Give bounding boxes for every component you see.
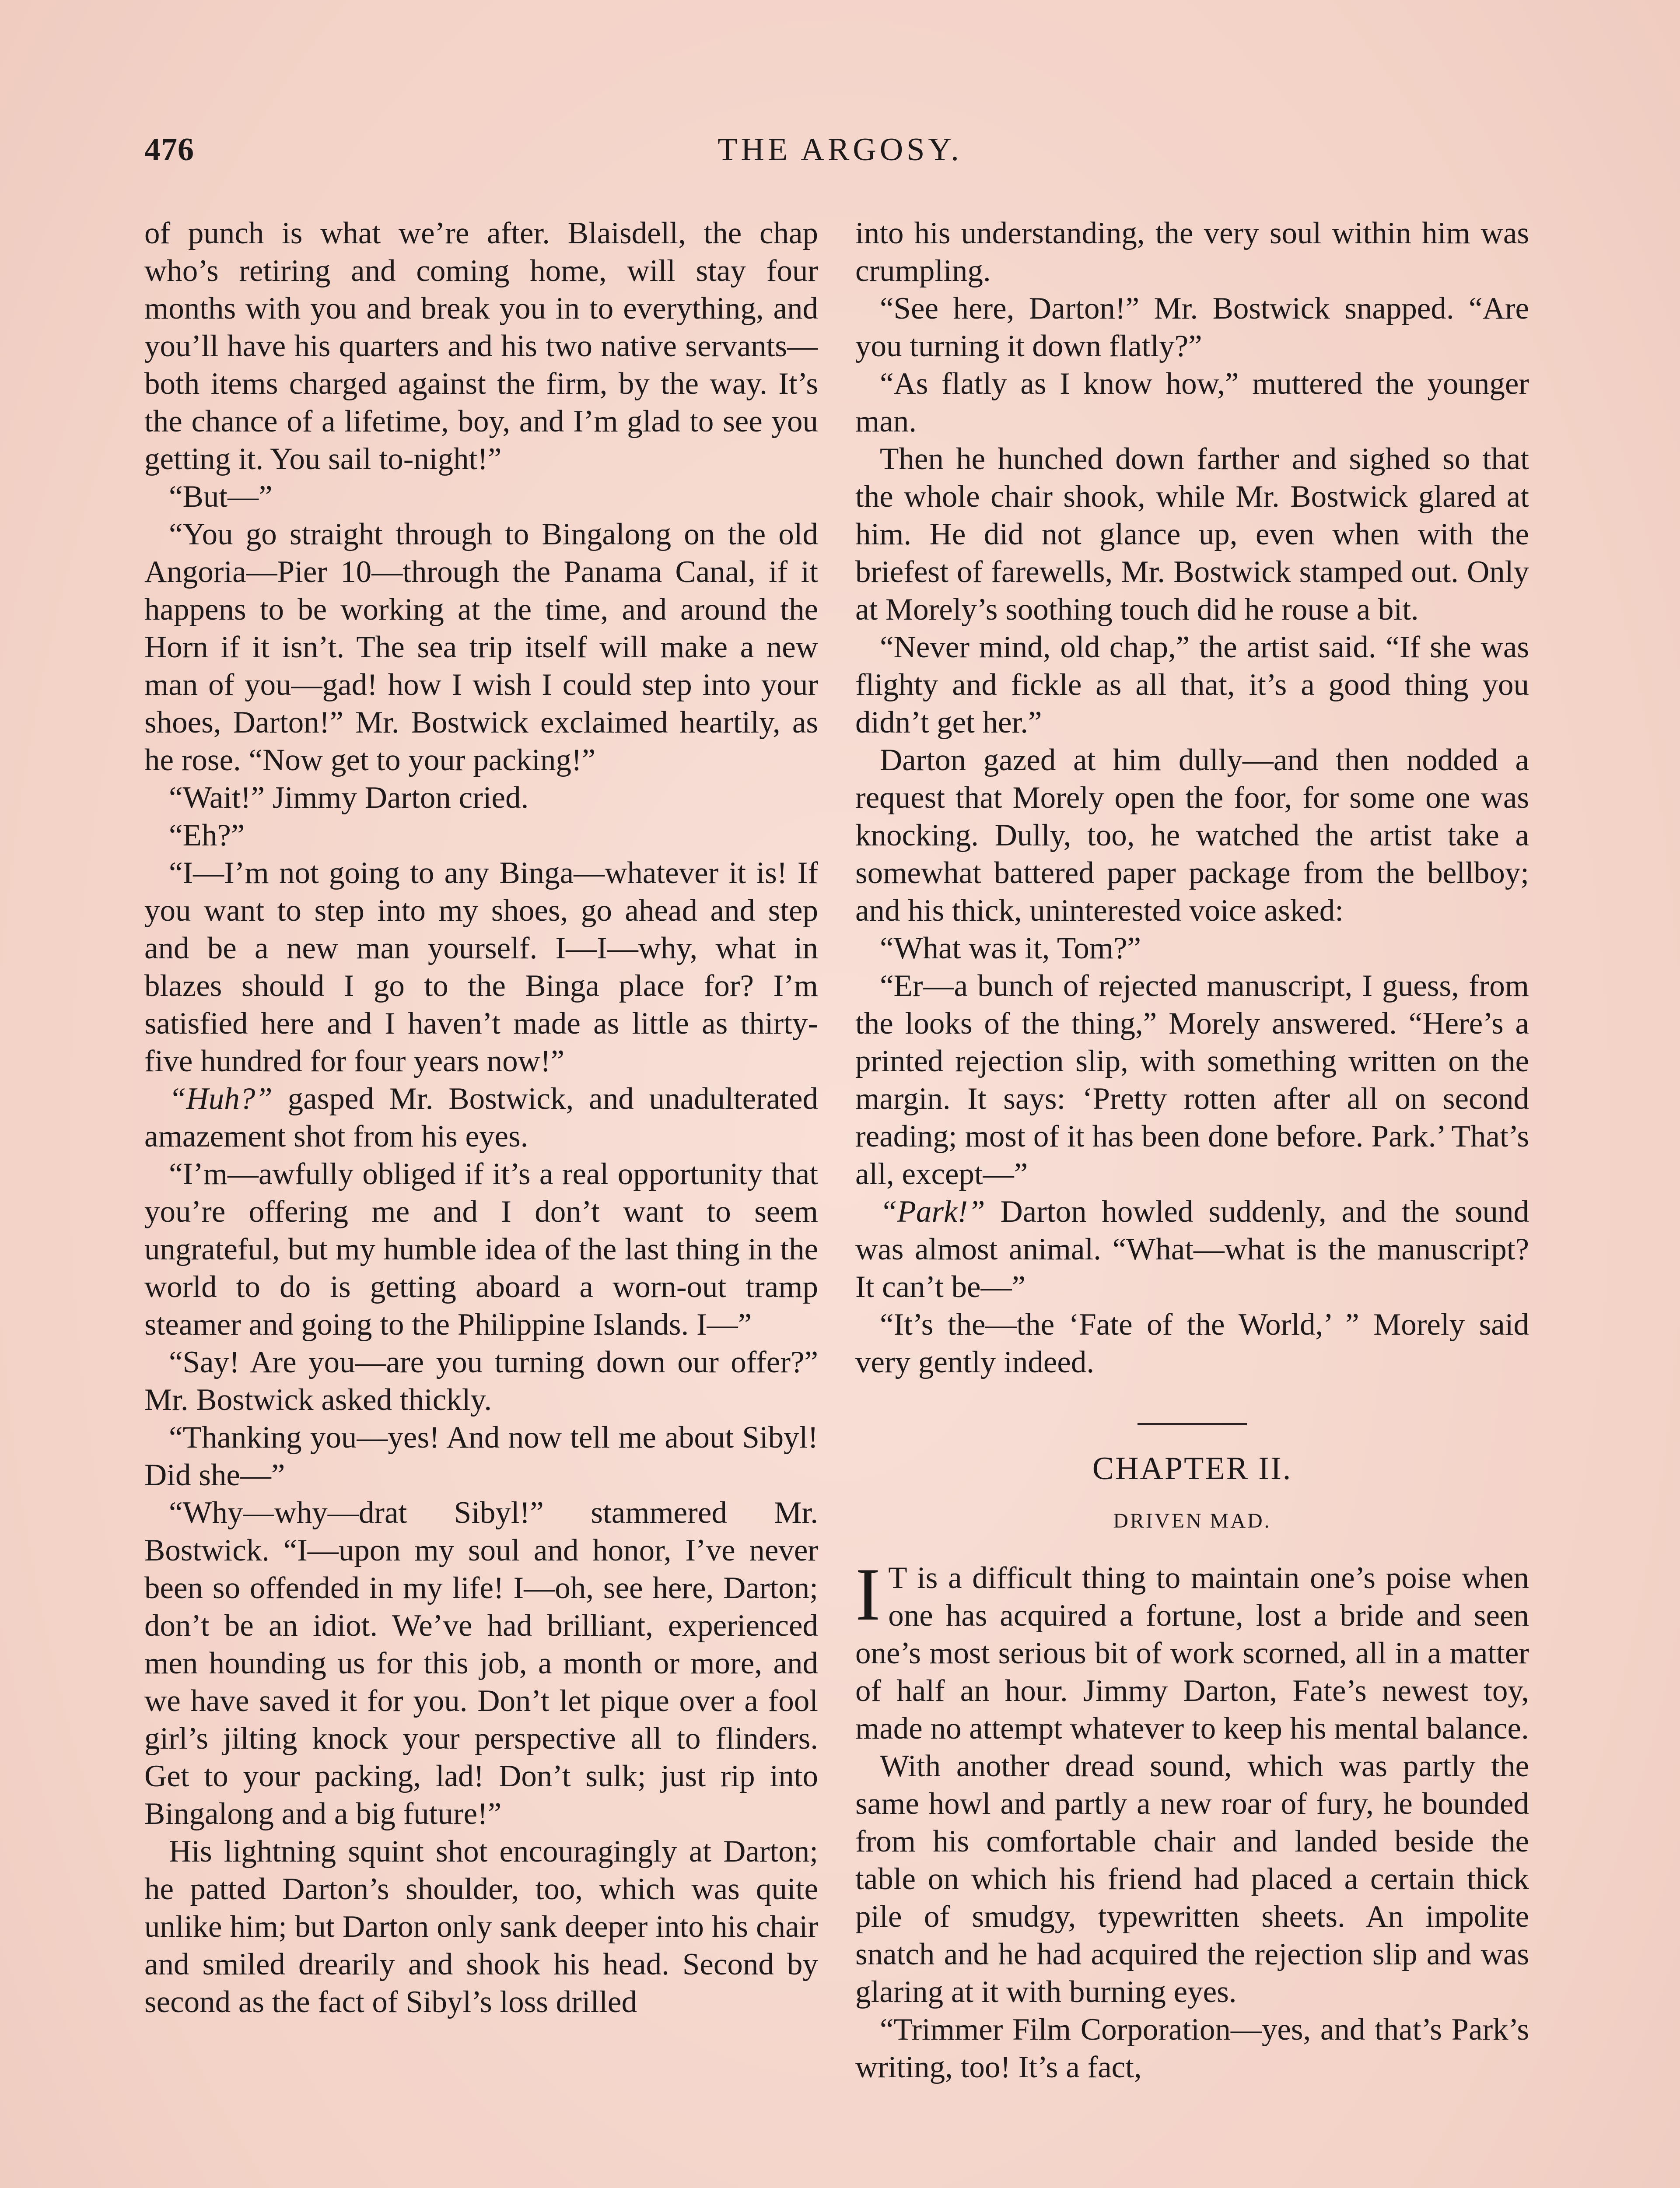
italic-exclamation: “Huh?” [169,1082,273,1116]
paragraph: “I—I’m not going to any Binga—whatever it is! If you want to step into my shoes, go ahead and step and be a new man yourself. I—I—why, what in blazes should I go to the Binga place for? I’m satisfied here and I haven’t made as little as thirty-five hundred for four years now!” [144,856,818,1078]
paragraph: “Thanking you—yes! And now tell me about Sibyl! Did she—” [144,1420,818,1492]
paragraph-text: T is a difficult thing to maintain one’s poise when one has acquired a fortune, lost a bride and seen one’s most serious bit of work scorned, all in a matter of half an hour. Jimmy Darton, Fate’s newest toy, made no attempt whatever to keep his mental balance. [855,1561,1529,1746]
paragraph: “Why—why—drat Sibyl!” stammered Mr. Bostwick. “I—upon my soul and honor, I’ve never been so offended in my life! I—oh, see here, Darton; don’t be an idiot. We’ve had brilliant, experienced men hounding us for this job, a month or more, and we have saved it for you. Don’t let pique over a fool girl’s jilting knock your perspective all to flinders. Get to your packing, lad! Don’t sulk; just rip into Bingalong and a big future!” [144,1496,818,1831]
paragraph: “See here, Darton!” Mr. Bostwick snapped. “Are you turning it down flatly?” [855,291,1529,363]
running-title: THE ARGOSY. [718,132,962,168]
paragraph: into his understanding, the very soul within him was crumpling. [855,216,1529,288]
right-column [855,214,1529,2188]
paragraph [855,1193,1529,1306]
paragraph: “Er—a bunch of rejected manuscript, I guess, from the looks of the thing,” Morely answered. “Here’s a printed rejection slip, with something written on the margin. It says: ‘Pretty rotten after all on second reading; most of it has been done before. Park.’ That’s all, except—” [855,969,1529,1191]
chapter-divider [1138,1423,1247,1425]
paragraph: “Never mind, old chap,” the artist said. “If she was flighty and fickle as all that, it’s a good thing you didn’t get her.” [855,630,1529,740]
paragraph-text: Darton howled suddenly, and the sound was almost animal. “What—what is the manuscript? It can’t be—” [855,1195,1529,1304]
drop-cap: I [855,1553,881,1636]
paragraph: “Eh?” [169,818,245,852]
left-column [144,214,818,2188]
paragraph: “I’m—awfully obliged if it’s a real opportunity that you’re offering me and I don’t want to seem ungrateful, but my humble idea of the last thing in the world to do is getting aboard a worn-out tramp steamer and going to the Philippine Islands. I—” [144,1157,818,1342]
paragraph: “What was it, Tom?” [880,931,1141,965]
paragraph [144,1080,818,1155]
paragraph: of punch is what we’re after. Blaisdell, the chap who’s retiring and coming home, will stay four months with you and break you in to everything, and you’ll have his quarters and his two native servants—both items charged against the firm, by the way. It’s the chance of a lifetime, boy, and I’m glad to see you getting it. You sail to-night!” [144,216,818,476]
paragraph: His lightning squint shot encouragingly at Darton; he patted Darton’s shoulder, too, which was quite unlike him; but Darton only sank deeper into his chair and smiled drearily and shook his head. Second by second as the fact of Sibyl’s loss drilled [144,1834,818,2019]
chapter-subtitle: DRIVEN MAD. [1113,1509,1271,1532]
paragraph-text: gasped Mr. Bostwick, and unadulterated amazement shot from his eyes. [144,1082,818,1154]
paragraph: With another dread sound, which was partly the same howl and partly a new roar of fury, he bounded from his comfortable chair and landed beside the table on which his friend had placed a certain thick pile of smudgy, typewritten sheets. An impolite snatch and he had acquired the rejection slip and was glaring at it with burning eyes. [855,1749,1529,2009]
paragraph: “But—” [169,480,273,514]
paragraph: “Trimmer Film Corporation—yes, and that’s Park’s writing, too! It’s a fact, [855,2013,1529,2084]
paragraph: “As flatly as I know how,” muttered the younger man. [855,367,1529,438]
paragraph: Darton gazed at him dully—and then nodded a request that Morely open the foor, for some one was knocking. Dully, too, he watched the artist take a somewhat battered paper package from the bellboy; and his thick, uninterested voice asked: [855,743,1529,928]
paragraph: “Say! Are you—are you turning down our offer?” Mr. Bostwick asked thickly. [144,1345,818,1417]
chapter-title: CHAPTER II. [1092,1451,1292,1487]
italic-exclamation: “Park!” [880,1195,985,1229]
chapter-opening [855,1553,1529,1747]
paragraph: “You go straight through to Bingalong on the old Angoria—Pier 10—through the Panama Canal, if it happens to be working at the time, and around the Horn if it isn’t. The sea trip itself will make a new man of you—gad! how I wish I could step into your shoes, Darton!” Mr. Bostwick exclaimed heartily, as he rose. “Now get to your packing!” [144,517,818,777]
paragraph [855,1553,1529,1747]
page-header [144,131,1536,184]
paragraph: “It’s the—the ‘Fate of the World,’ ” Morely said very gently indeed. [855,1308,1529,1379]
page-number: 476 [144,132,194,168]
paragraph: Then he hunched down farther and sighed so that the whole chair shook, while Mr. Bostwick glared at him. He did not glance up, even when with the briefest of farewells, Mr. Bostwick stamped out. Only at Morely’s soothing touch did he rouse a bit. [855,442,1529,627]
paragraph: “Wait!” Jimmy Darton cried. [169,781,529,815]
